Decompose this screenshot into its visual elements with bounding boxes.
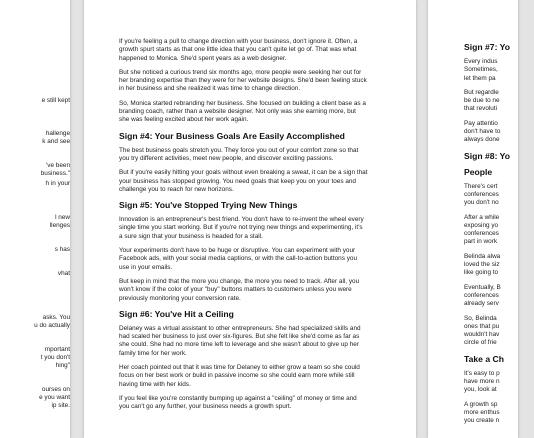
paragraph-line: family time for her work. — [119, 349, 187, 357]
paragraph-line: A growth sp — [464, 400, 498, 408]
left-text-fragment: mportant — [44, 346, 70, 353]
section-heading: Sign #8: Yo — [464, 150, 511, 161]
paragraph-line: you try different activities, meet new people, and discover exciting passions. — [119, 154, 334, 162]
paragraph-line: challenge you to reach for new horizons. — [119, 185, 234, 193]
left-text-fragment: l new — [55, 214, 70, 221]
paragraph-line: ones that pu — [464, 322, 500, 330]
paragraph-line: wouldn't hav — [464, 331, 500, 339]
paragraph-line: There's cert — [464, 182, 498, 190]
paragraph-line: Innovation is an entrepreneur's best friend. You don't have to re-invent the wheel every — [119, 216, 364, 224]
paragraph-line: So, Monica started rebranding her business. She focused on building a client base as a — [119, 99, 366, 107]
paragraph-line: Eventually, B — [464, 283, 501, 291]
paragraph-line: If you feel like you're constantly bumping up against a "ceiling" of money or time and — [119, 394, 357, 402]
paragraph-line: your business has stopped growing. You need goals that keep you on your toes and — [119, 177, 356, 185]
paragraph-line: part in work — [464, 238, 498, 246]
left-text-fragment: ip site. — [51, 402, 70, 409]
paragraph-line: Belinda alwa — [464, 252, 501, 260]
paragraph-line: be due to ne — [464, 97, 500, 105]
left-text-fragment: s has — [54, 246, 70, 253]
paragraph-line: she could. She had no more time left to leverage and she wasn't about to give up her — [119, 341, 359, 349]
paragraph-line: her branding expertise than they were for her website designs. She'd been feeling stuck — [119, 77, 367, 85]
left-text-fragment: 've been — [46, 162, 70, 169]
center-page-text — [119, 38, 409, 418]
paragraph — [464, 214, 534, 247]
paragraph-line: she was feeling excited about her work again. — [119, 116, 249, 124]
paragraph-line: having time with her kids. — [119, 380, 191, 388]
paragraph-line: So, Belinda — [464, 314, 497, 322]
paragraph — [119, 364, 409, 389]
paragraph — [119, 169, 409, 194]
left-text-fragment: k and see — [42, 138, 70, 145]
paragraph-line: Her coach pointed out that it was time for Delaney to either grow a team so she could — [119, 364, 360, 372]
paragraph — [464, 401, 534, 426]
paragraph-line: Your experiments don't have to be huge or disruptive. You can experiment with your — [119, 247, 356, 255]
paragraph-line: you create n — [464, 417, 500, 425]
center-page — [84, 0, 416, 438]
paragraph-line: But keep in mind that the more you change, the more you need to track. After all, you — [119, 277, 360, 285]
paragraph-line: Sometimes, — [464, 66, 498, 74]
paragraph-line: use in your emails. — [119, 263, 173, 271]
left-text-fragment: ourses on — [41, 386, 70, 393]
section-heading: Sign #6: You've Hit a Ceiling — [119, 308, 234, 319]
right-page — [428, 0, 518, 438]
paragraph-line: But if you're easily hitting your goals without even breaking a sweat, it can be a sign that — [119, 169, 368, 177]
paragraph-line: loved the siz — [464, 261, 500, 269]
paragraph — [119, 38, 409, 63]
paragraph — [119, 278, 409, 303]
paragraph-line: Delaney was a virtual assistant to other entrepreneurs. She had specialized skills and — [119, 324, 361, 332]
paragraph-line: in her business and she realized it was time to change direction. — [119, 85, 301, 93]
paragraph-line: branding coach, rather than a website designer. Not only was she earning more, but — [119, 108, 356, 116]
paragraph — [464, 284, 534, 309]
left-text-fragment: business." — [40, 170, 70, 177]
paragraph-line: won't know if the color of your "buy" buttons matters to customers unless you were — [119, 286, 352, 294]
paragraph-line: circle of frie — [464, 339, 497, 347]
paragraph-line: But she noticed a curious trend six months ago, more people were seeking her out for — [119, 68, 362, 76]
left-text-fragment: hing" — [55, 362, 70, 369]
paragraph-line: Facebook ads, with your social media captions, or with the call-to-action buttons you — [119, 255, 357, 263]
left-page — [0, 0, 70, 438]
paragraph-line: don't have to — [464, 128, 501, 136]
paragraph — [464, 315, 534, 348]
paragraph-line: had scaled her business to just over six-figures. But she felt like she'd come as far as — [119, 333, 360, 341]
left-text-fragment: hallenge — [45, 130, 70, 137]
paragraph-line: growth spurt starts as that one little idea that you can't quite let go of. That was what — [119, 46, 357, 54]
paragraph-line: you, look at — [464, 386, 497, 394]
paragraph-line: you don't no — [464, 199, 499, 207]
paragraph-line: Pay attentio — [464, 119, 498, 127]
paragraph-line: that revoluti — [464, 105, 498, 113]
left-text-fragment: u do actually — [34, 322, 70, 329]
paragraph — [119, 147, 409, 164]
paragraph-line: a sure sign that your business is headed for a stall. — [119, 232, 263, 240]
paragraph-line: conferences — [464, 291, 499, 299]
paragraph — [464, 183, 534, 208]
paragraph-line: focus on her best work or build in passive income so she could earn more while still — [119, 372, 355, 380]
paragraph-line: If you're feeling a pull to change direction with your business, don't ignore it. Often, a — [119, 38, 358, 45]
section-heading: Sign #7: Yo — [464, 42, 511, 52]
paragraph-line: It's easy to p — [464, 369, 500, 377]
paragraph — [464, 89, 534, 114]
left-text-fragment: llenges — [49, 222, 70, 229]
paragraph-line: already serv — [464, 300, 499, 308]
paragraph — [464, 253, 534, 278]
paragraph-line: happened to Monica. She'd spent years as a web designer. — [119, 54, 287, 62]
right-page-text — [464, 42, 534, 432]
paragraph-line: have more n — [464, 378, 500, 386]
paragraph-line: you can't go any further, your business needs a growth spurt. — [119, 403, 292, 411]
left-text-fragment: h in your — [45, 180, 70, 187]
paragraph-line: always done — [464, 136, 500, 144]
paragraph-line: like going to — [464, 269, 499, 277]
section-heading: Sign #4: Your Business Goals Are Easily Accomplished — [119, 130, 345, 141]
section-heading: Sign #5: You've Stopped Trying New Things — [119, 200, 298, 211]
section-heading: Take a Ch — [464, 353, 504, 364]
paragraph — [119, 247, 409, 272]
paragraph-line: single time you start working. But if you're not trying new things and experimenting, it's — [119, 224, 363, 232]
paragraph — [464, 120, 534, 145]
paragraph-line: But regardle — [464, 88, 499, 96]
left-text-fragment: e you want — [39, 394, 70, 401]
paragraph-line: previously monitoring your conversion rate. — [119, 294, 241, 302]
paragraph-line: exposing yo — [464, 221, 499, 229]
left-text-fragment: asks. You — [42, 314, 70, 321]
paragraph-line: let them pa — [464, 74, 496, 82]
paragraph-line: Every indus — [464, 58, 498, 65]
left-text-fragment: e still kept — [41, 97, 70, 104]
paragraph — [119, 395, 409, 412]
paragraph — [464, 370, 534, 395]
paragraph-line: After a while — [464, 213, 500, 221]
paragraph — [119, 216, 409, 241]
left-text-fragment: vhat — [57, 270, 70, 277]
section-heading: People — [464, 166, 493, 177]
paragraph — [119, 325, 409, 358]
paragraph — [119, 100, 409, 125]
paragraph — [119, 69, 409, 94]
paragraph-line: more enthus — [464, 408, 500, 416]
left-text-fragment: t you don't — [40, 354, 70, 361]
paragraph-line: conferences — [464, 230, 499, 238]
paragraph-line: conferences — [464, 190, 499, 198]
paragraph-line: The best business goals stretch you. They force you out of your comfort zone so that — [119, 146, 359, 154]
paragraph — [464, 58, 534, 83]
